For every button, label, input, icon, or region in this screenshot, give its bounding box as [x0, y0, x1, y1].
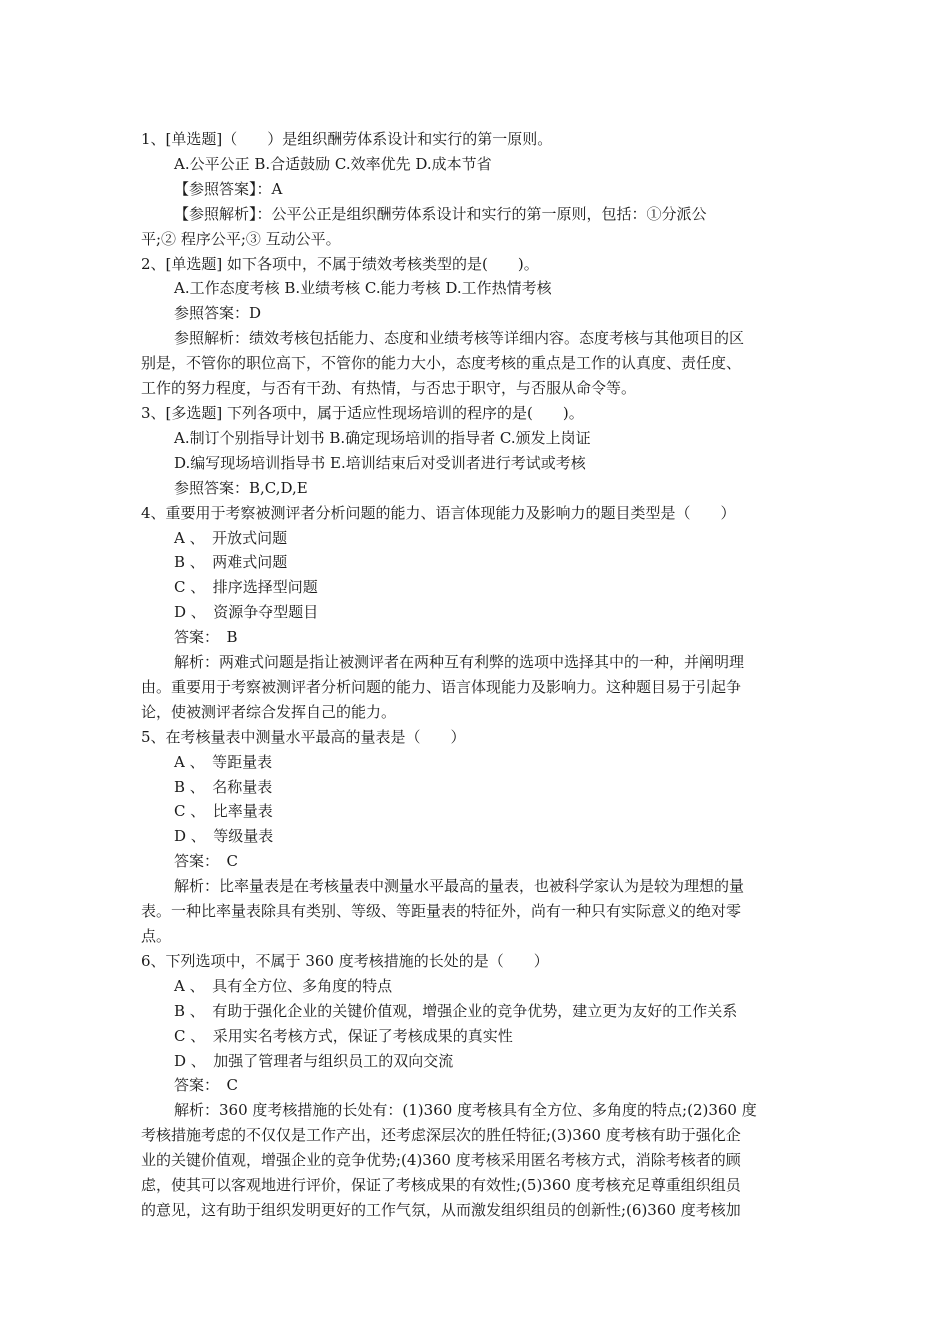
indented-line: A.制订个别指导计划书 B.确定现场培训的指导者 C.颁发上岗证: [174, 428, 591, 447]
option-line: C 、 比率量表: [174, 802, 273, 821]
continuation-line: 的意见，这有助于组织发明更好的工作气氛，从而激发组织组员的创新性;(6)360 度考核加: [141, 1200, 741, 1219]
indented-line: D.编写现场培训指导书 E.培训结束后对受训者进行考试或考核: [174, 453, 586, 472]
option-line: B 、 两难式问题: [174, 553, 288, 572]
indented-line: 答案： B: [174, 628, 238, 647]
indented-line: 参照答案：B,C,D,E: [174, 478, 308, 497]
question-line: 1、[单选题]（ ）是组织酬劳体系设计和实行的第一原则。: [141, 130, 553, 148]
indented-line: 【参照答案】：A: [174, 179, 283, 198]
indented-line: 解析：比率量表是在考核量表中测量水平最高的量表，也被科学家认为是较为理想的量: [174, 877, 745, 896]
option-line: A 、 具有全方位、多角度的特点: [174, 976, 393, 995]
option-line: D 、 资源争夺型题目: [174, 603, 319, 622]
option-line: A 、 开放式问题: [174, 528, 288, 547]
question-line: 2、[单选题] 如下各项中，不属于绩效考核类型的是( )。: [141, 254, 539, 273]
continuation-line: 表。一种比率量表除具有类别、等级、等距量表的特征外，尚有一种只有实际意义的绝对零: [141, 902, 742, 921]
option-line: B 、 名称量表: [174, 777, 273, 796]
option-line: C 、 排序选择型问题: [174, 578, 318, 597]
continuation-line: 工作的努力程度，与否有干劲、有热情，与否忠于职守，与否服从命令等。: [141, 379, 637, 398]
indented-line: 参照答案：D: [174, 304, 262, 323]
indented-line: 答案： C: [174, 1076, 238, 1095]
continuation-line: 考核措施考虑的不仅仅是工作产出，还考虑深层次的胜任特征;(3)360 度考核有助于强化企: [141, 1126, 741, 1145]
document-body: [141, 127, 817, 1223]
indented-line: 答案： C: [174, 852, 238, 871]
indented-line: 参照解析：绩效考核包括能力、态度和业绩考核等详细内容。态度考核与其他项目的区: [174, 329, 745, 348]
continuation-line: 别是，不管你的职位高下，不管你的能力大小，态度考核的重点是工作的认真度、责任度、: [141, 354, 742, 373]
question-line: 3、[多选题] 下列各项中，属于适应性现场培训的程序的是( )。: [141, 403, 584, 422]
continuation-line: 由。重要用于考察被测评者分析问题的能力、语言体现能力及影响力。这种题目易于引起争: [141, 677, 742, 696]
continuation-line: 点。: [141, 927, 172, 945]
continuation-line: 业的关键价值观，增强企业的竞争优势;(4)360 度考核采用匿名考核方式，消除考核者的顾: [141, 1151, 741, 1170]
option-line: C 、 采用实名考核方式，保证了考核成果的真实性: [174, 1026, 513, 1045]
indented-line: 解析：360 度考核措施的长处有：(1)360 度考核具有全方位、多角度的特点;(2)360 度: [174, 1101, 757, 1120]
question-line: 4、重要用于考察被测评者分析问题的能力、语言体现能力及影响力的题目类型是（ ）: [141, 503, 736, 522]
continuation-line: 平;② 程序公平;③ 互动公平。: [141, 229, 341, 248]
continuation-line: 虑，使其可以客观地进行评价，保证了考核成果的有效性;(5)360 度考核充足尊重组织组员: [141, 1176, 741, 1195]
option-line: B 、 有助于强化企业的关键价值观，增强企业的竞争优势，建立更为友好的工作关系: [174, 1001, 738, 1020]
option-line: D 、 加强了管理者与组织员工的双向交流: [174, 1051, 454, 1070]
continuation-line: 论，使被测评者综合发挥自己的能力。: [141, 702, 397, 721]
option-line: D 、 等级量表: [174, 827, 274, 846]
indented-line: A.工作态度考核 B.业绩考核 C.能力考核 D.工作热情考核: [174, 279, 552, 298]
indented-line: A.公平公正 B.合适鼓励 C.效率优先 D.成本节省: [174, 154, 492, 173]
option-line: A 、 等距量表: [174, 752, 273, 771]
question-line: 5、在考核量表中测量水平最高的量表是（ ）: [141, 727, 466, 746]
indented-line: 【参照解析】：公平公正是组织酬劳体系设计和实行的第一原则，包括：①分派公: [174, 204, 707, 223]
question-line: 6、下列选项中，不属于 360 度考核措施的长处的是（ ）: [141, 951, 549, 970]
indented-line: 解析：两难式问题是指让被测评者在两种互有利弊的选项中选择其中的一种，并阐明理: [174, 653, 745, 672]
